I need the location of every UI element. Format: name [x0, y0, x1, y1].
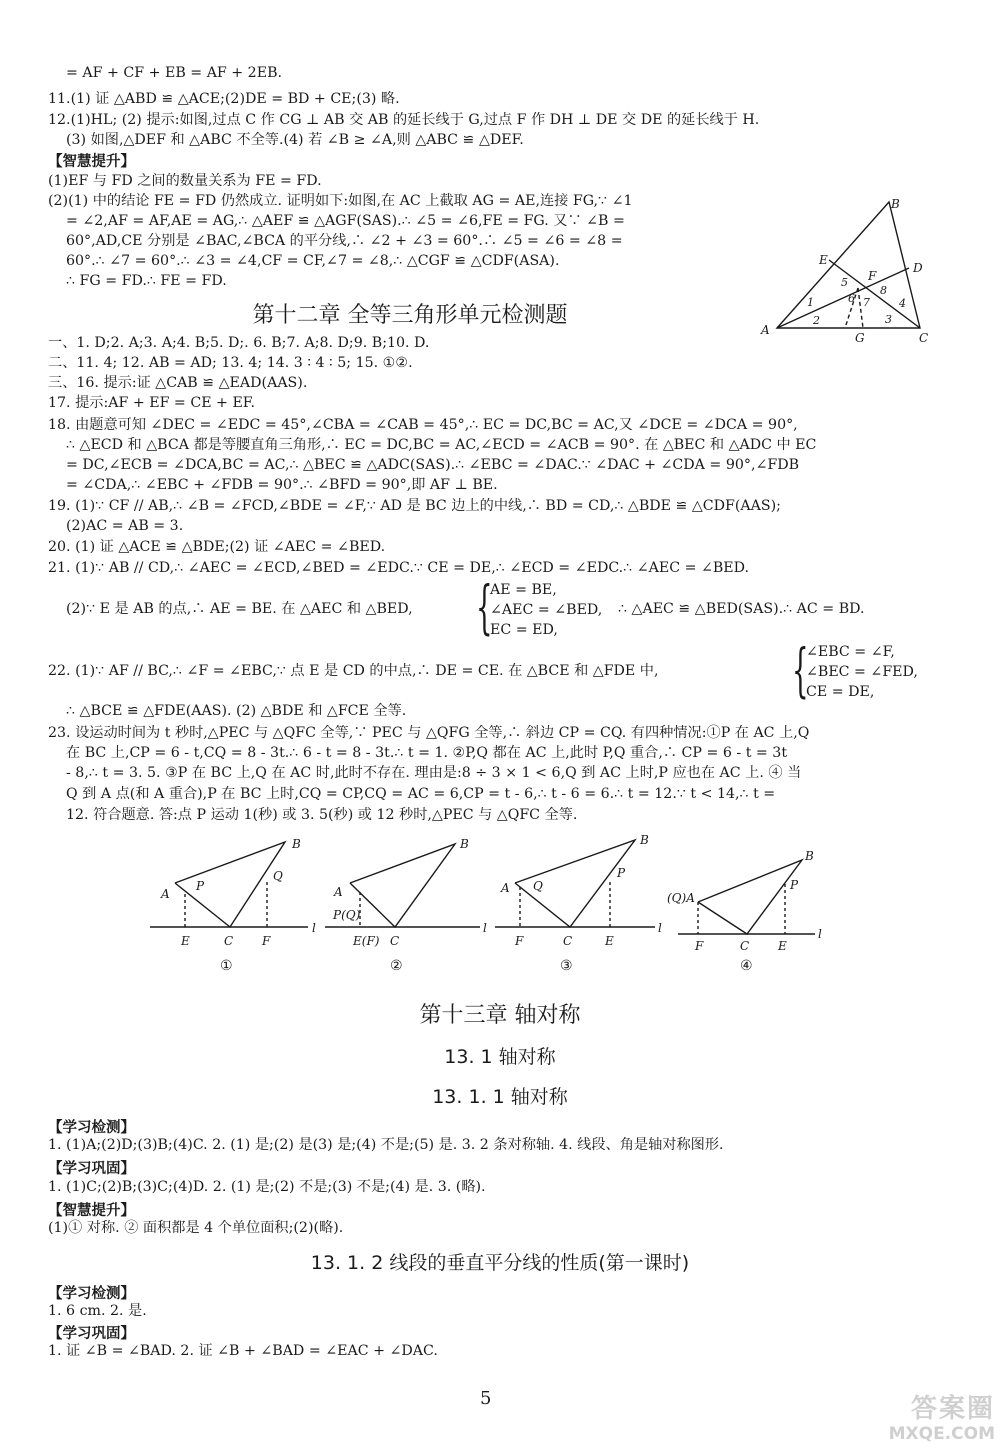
- section-heading: 【智慧提升】: [48, 154, 135, 170]
- brace-line: CE = DE,: [806, 684, 875, 700]
- section-title: 13. 1. 1 轴对称: [432, 1086, 568, 1108]
- label: E: [181, 934, 190, 948]
- label: 2: [813, 314, 820, 327]
- label: l: [312, 921, 316, 935]
- motion-figures: [150, 832, 830, 977]
- text-line: = ∠CDA,∴ ∠EBC + ∠FDB = 90°.∴ ∠BFD = 90°,即 AF ⊥ BE.: [66, 477, 498, 493]
- label: 1: [807, 296, 814, 309]
- text-line: 1. 6 cm. 2. 是.: [48, 1303, 147, 1319]
- text-line: = ∠2,AF = AF,AE = AG,∴ △AEF ≌ △AGF(SAS).∴ ∠5 = ∠6,FE = FG. 又∵ ∠B =: [66, 213, 625, 229]
- section-title: 13. 1. 2 线段的垂直平分线的性质(第一课时): [310, 1252, 690, 1274]
- text-line: Q 到 A 点(和 A 重合),P 在 BC 上时,CQ = CP,CQ = AC = 6,CP = t - 6,∴ t - 6 = 6.∴ t = 12.∵ t < 14,∴ t =: [66, 786, 776, 802]
- label: Q: [273, 869, 283, 883]
- triangle-figure: [755, 190, 940, 350]
- page-number: 5: [480, 1388, 492, 1409]
- label: B: [891, 197, 900, 211]
- brace-line: ∠AEC = ∠BED,: [490, 602, 603, 618]
- text-line: 18. 由题意可知 ∠DEC = ∠EDC = 45°,∠CBA = ∠CAB = 45°,∴ EC = DC,BC = AC,又 ∠DCE = ∠DCA = 90°,: [48, 417, 798, 433]
- label: B: [292, 837, 301, 851]
- brace-line: EC = ED,: [490, 622, 558, 638]
- label: 5: [841, 276, 848, 289]
- answer-11: 11.(1) 证 △ABD ≌ △ACE;(2)DE = BD + CE;(3) 略.: [48, 91, 400, 107]
- label: E(F): [353, 934, 380, 948]
- text-line: ∴ △ECD 和 △BCA 都是等腰直角三角形,∴ EC = DC,BC = AC,∠ECD = ∠ACB = 90°. 在 △BEC 和 △ADC 中 EC: [66, 437, 817, 453]
- text-line: 60°,AD,CE 分别是 ∠BAC,∠BCA 的平分线,∴ ∠2 + ∠3 = 60°.∴ ∠5 = ∠6 = ∠8 =: [66, 233, 623, 249]
- label: A: [334, 885, 343, 899]
- text-line: 20. (1) 证 △ACE ≌ △BDE;(2) 证 ∠AEC = ∠BED.: [48, 539, 386, 555]
- label: F: [262, 934, 271, 948]
- text-line: ∴ △AEC ≌ △BED(SAS).∴ AC = BD.: [618, 601, 865, 617]
- text-line: 23. 设运动时间为 t 秒时,△PEC 与 △QFC 全等,∵ PEC 与 △QFG 全等,∴ 斜边 CP = CQ. 有四种情况:①P 在 AC 上,Q: [48, 725, 810, 741]
- label: E: [605, 934, 614, 948]
- answer-12: 12.(1)HL; (2) 提示:如图,过点 C 作 CG ⊥ AB 交 AB 的延长线于 G,过点 F 作 DH ⊥ DE 交 DE 的延长线于 H.: [48, 112, 760, 128]
- section-heading: 【智慧提升】: [48, 1203, 135, 1219]
- label: F: [868, 269, 877, 283]
- figure-caption: ②: [390, 958, 403, 974]
- section-heading: 【学习巩固】: [48, 1326, 135, 1342]
- label: (Q)A: [667, 891, 695, 905]
- text-line: (2)(1) 中的结论 FE = FD 仍然成立. 证明如下:如图,在 AC 上截取 AG = AE,连接 FG,∵ ∠1: [48, 193, 633, 209]
- brace-line: AE = BE,: [490, 582, 557, 598]
- label: C: [224, 934, 234, 948]
- text-line: ∴ △BCE ≌ △FDE(AAS). (2) △BDE 和 △FCE 全等.: [66, 703, 407, 719]
- label: 6: [848, 292, 855, 305]
- figure-caption: ①: [220, 958, 233, 974]
- section-heading: 【学习巩固】: [48, 1161, 135, 1177]
- label: F: [695, 939, 704, 953]
- label: l: [818, 927, 822, 941]
- text-line: 二、11. 4; 12. AB = AD; 13. 4; 14. 3 ∶ 4 ∶ 5; 15. ①②.: [48, 355, 413, 371]
- label: E: [819, 253, 828, 267]
- label: P: [790, 878, 799, 892]
- text-line: = AF + CF + EB = AF + 2EB.: [66, 65, 283, 81]
- text-line: = DC,∠ECB = ∠DCA,BC = AC,∴ △BEC ≌ △ADC(SAS).∴ ∠EBC = ∠DAC.∵ ∠DAC + ∠CDA = 90°,∠FDB: [66, 457, 800, 473]
- label: P(Q): [333, 908, 361, 922]
- watermark-logo: [843, 1394, 995, 1448]
- text-line: 22. (1)∵ AF // BC,∴ ∠F = ∠EBC,∵ 点 E 是 CD 的中点,∴ DE = CE. 在 △BCE 和 △FDE 中,: [48, 663, 659, 679]
- label: D: [913, 261, 923, 275]
- label: C: [390, 934, 400, 948]
- label: B: [640, 833, 649, 847]
- section-heading: 【学习检测】: [48, 1286, 135, 1302]
- brace-line: ∠BEC = ∠FED,: [806, 664, 918, 680]
- watermark-top: 答案圈: [910, 1394, 995, 1424]
- label: l: [658, 921, 662, 935]
- text-line: 1. (1)C;(2)B;(3)C;(4)D. 2. (1) 是;(2) 不是;(3) 不是;(4) 是. 3. (略).: [48, 1179, 486, 1195]
- text-line: 60°.∴ ∠7 = 60°.∴ ∠3 = ∠4,CF = CF,∠7 = ∠8,∴ △CGF ≌ △CDF(ASA).: [66, 253, 560, 269]
- brace-icon: {: [792, 636, 809, 704]
- label: P: [617, 866, 626, 880]
- label: 7: [863, 296, 870, 309]
- label: A: [161, 887, 170, 901]
- label: Q: [533, 879, 543, 893]
- text-line: - 8,∴ t = 3. 5. ③P 在 BC 上,Q 在 AC 时,此时不存在. 理由是:8 ÷ 3 × 1 < 6,Q 到 AC 上时,P 应也在 AC 上. ④ 当: [66, 765, 802, 781]
- label: B: [460, 837, 469, 851]
- label: G: [855, 331, 865, 345]
- label: A: [501, 881, 510, 895]
- label: C: [563, 934, 573, 948]
- text-line: 在 BC 上,CP = 6 - t,CQ = 8 - 3t.∴ 6 - t = 8 - 3t.∴ t = 1. ②P,Q 都在 AC 上,此时 P,Q 重合,∴ CP = 6 - t = 3t: [66, 745, 788, 761]
- text-line: (2)∵ E 是 AB 的点,∴ AE = BE. 在 △AEC 和 △BED,: [66, 601, 413, 617]
- answer-12-cont: (3) 如图,△DEF 和 △ABC 不全等.(4) 若 ∠B ≥ ∠A,则 △ABC ≌ △DEF.: [66, 132, 524, 148]
- chapter-title: 第十三章 轴对称: [419, 1003, 581, 1028]
- brace-icon: {: [476, 573, 493, 641]
- text-line: 19. (1)∵ CF // AB,∴ ∠B = ∠FCD,∠BDE = ∠F,∵ AD 是 BC 边上的中线,∴ BD = CD,∴ △BDE ≌ △CDF(AAS);: [48, 498, 781, 514]
- label: l: [483, 921, 487, 935]
- label: F: [515, 934, 524, 948]
- label: C: [740, 939, 750, 953]
- label: A: [761, 323, 770, 337]
- text-line: 1. (1)A;(2)D;(3)B;(4)C. 2. (1) 是;(2) 是(3) 是;(4) 不是;(5) 是. 3. 2 条对称轴. 4. 线段、角是轴对称图形.: [48, 1137, 724, 1153]
- chapter-title: 第十二章 全等三角形单元检测题: [252, 303, 568, 328]
- text-line: 21. (1)∵ AB // CD,∴ ∠AEC = ∠ECD,∠BED = ∠EDC.∵ CE = DE,∴ ∠ECD = ∠EDC.∴ ∠AEC = ∠BED.: [48, 560, 750, 576]
- text-line: 1. 证 ∠B = ∠BAD. 2. 证 ∠B + ∠BAD = ∠EAC + ∠DAC.: [48, 1343, 438, 1359]
- brace-line: ∠EBC = ∠F,: [806, 644, 895, 660]
- label: E: [778, 939, 787, 953]
- text-line: (1)① 对称. ② 面积都是 4 个单位面积;(2)(略).: [48, 1220, 344, 1236]
- label: 8: [880, 284, 887, 297]
- section-heading: 【学习检测】: [48, 1120, 135, 1136]
- figure-caption: ③: [560, 958, 573, 974]
- label: 4: [899, 297, 906, 310]
- watermark-bottom: MXQE.COM: [888, 1424, 995, 1444]
- label: 3: [885, 313, 892, 326]
- text-line: 三、16. 提示:证 △CAB ≌ △EAD(AAS).: [48, 375, 308, 391]
- text-line: 12. 符合题意. 答:点 P 运动 1(秒) 或 3. 5(秒) 或 12 秒时,△PEC 与 △QFC 全等.: [66, 807, 578, 823]
- figure-caption: ④: [740, 958, 753, 974]
- text-line: (1)EF 与 FD 之间的数量关系为 FE = FD.: [48, 173, 322, 189]
- text-line: 17. 提示:AF + EF = CE + EF.: [48, 395, 255, 411]
- text-line: 一、1. D;2. A;3. A;4. B;5. D;. 6. B;7. A;8. D;9. B;10. D.: [48, 335, 430, 351]
- text-line: ∴ FG = FD.∴ FE = FD.: [66, 273, 227, 289]
- label: B: [805, 849, 814, 863]
- label: P: [196, 879, 205, 893]
- text-line: (2)AC = AB = 3.: [66, 518, 184, 534]
- section-title: 13. 1 轴对称: [444, 1046, 556, 1068]
- label: C: [919, 331, 929, 345]
